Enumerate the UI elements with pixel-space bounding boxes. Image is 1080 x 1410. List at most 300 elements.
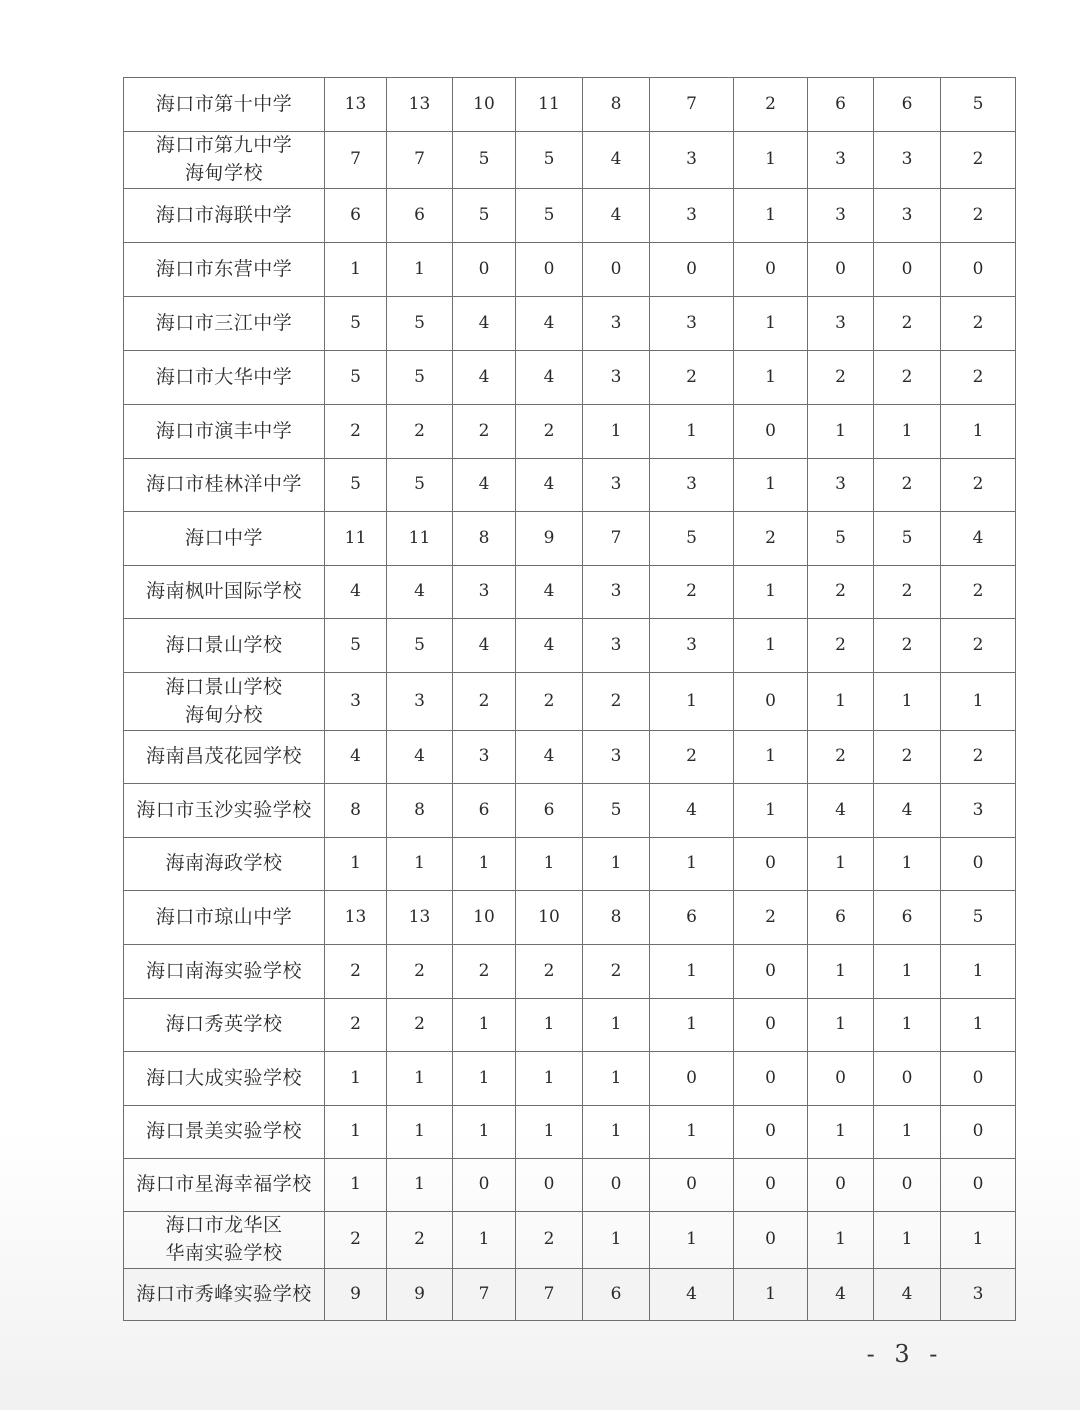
quota-value-cell: 0 (734, 405, 808, 459)
school-name-cell (124, 838, 325, 891)
school-quota-table (123, 77, 1016, 1321)
quota-value-cell: 5 (941, 891, 1016, 945)
quota-value-cell: 2 (941, 566, 1016, 619)
school-name-line: 海口景美实验学校 (145, 1120, 302, 1143)
quota-value-cell: 1 (325, 1106, 387, 1159)
quota-value-cell: 3 (387, 673, 453, 731)
quota-value-cell: 4 (387, 566, 453, 619)
quota-value-cell: 2 (941, 619, 1016, 673)
quota-value-cell: 4 (808, 1269, 874, 1321)
quota-value-cell: 1 (874, 838, 941, 891)
quota-value-cell: 8 (325, 784, 387, 838)
school-name-cell (124, 512, 325, 566)
table-row (124, 999, 1016, 1052)
quota-value-cell: 1 (516, 999, 583, 1052)
table-row (124, 673, 1016, 731)
quota-value-cell: 2 (325, 1212, 387, 1269)
school-name-line: 海口市第九中学 (155, 134, 293, 157)
table-row (124, 619, 1016, 673)
quota-value-cell: 5 (453, 189, 516, 243)
quota-value-cell: 5 (387, 619, 453, 673)
quota-value-cell: 2 (325, 945, 387, 999)
quota-value-cell: 2 (941, 459, 1016, 512)
quota-value-cell: 1 (516, 838, 583, 891)
school-name-cell (124, 619, 325, 673)
quota-value-cell: 10 (453, 891, 516, 945)
quota-value-cell: 2 (874, 351, 941, 405)
quota-value-cell: 2 (516, 405, 583, 459)
quota-value-cell: 4 (650, 784, 734, 838)
table-row (124, 243, 1016, 297)
quota-value-cell: 1 (325, 838, 387, 891)
quota-value-cell: 2 (941, 351, 1016, 405)
quota-value-cell: 3 (650, 459, 734, 512)
quota-value-cell: 11 (325, 512, 387, 566)
school-name-line: 华南实验学校 (165, 1242, 283, 1264)
quota-value-cell: 0 (734, 1052, 808, 1106)
quota-value-cell: 1 (516, 1052, 583, 1106)
quota-value-cell: 2 (387, 999, 453, 1052)
school-name-line: 海口市演丰中学 (155, 419, 293, 442)
quota-value-cell: 5 (387, 459, 453, 512)
quota-value-cell: 6 (516, 784, 583, 838)
school-name-line: 海口市大华中学 (155, 365, 293, 388)
quota-value-cell: 1 (583, 838, 650, 891)
school-name-line: 海口景山学校 (165, 633, 283, 656)
quota-value-cell: 4 (650, 1269, 734, 1321)
school-name-cell (124, 78, 325, 132)
quota-value-cell: 0 (583, 243, 650, 297)
quota-value-cell: 3 (808, 189, 874, 243)
quota-value-cell: 3 (650, 297, 734, 351)
quota-value-cell: 0 (734, 1159, 808, 1212)
quota-value-cell: 5 (387, 351, 453, 405)
page-number: - 3 - (866, 1340, 944, 1368)
quota-value-cell: 4 (516, 351, 583, 405)
quota-value-cell: 6 (808, 78, 874, 132)
quota-value-cell: 1 (808, 945, 874, 999)
school-name-cell (124, 1212, 325, 1269)
school-name-cell (124, 1106, 325, 1159)
quota-value-cell: 1 (874, 999, 941, 1052)
school-name-line: 海口市琼山中学 (155, 905, 293, 928)
quota-value-cell: 1 (325, 1052, 387, 1106)
quota-value-cell: 3 (583, 731, 650, 784)
quota-value-cell: 6 (387, 189, 453, 243)
quota-value-cell: 4 (325, 566, 387, 619)
quota-value-cell: 2 (453, 405, 516, 459)
quota-value-cell: 3 (583, 351, 650, 405)
quota-value-cell: 4 (516, 731, 583, 784)
quota-value-cell: 4 (516, 297, 583, 351)
quota-value-cell: 0 (808, 243, 874, 297)
quota-value-cell: 2 (583, 673, 650, 731)
quota-value-cell: 2 (650, 566, 734, 619)
table-row (124, 1159, 1016, 1212)
quota-value-cell: 1 (583, 1052, 650, 1106)
quota-value-cell: 2 (516, 673, 583, 731)
school-name-line: 海口秀英学校 (165, 1013, 283, 1036)
quota-value-cell: 1 (583, 999, 650, 1052)
quota-value-cell: 1 (941, 999, 1016, 1052)
quota-value-cell: 0 (516, 243, 583, 297)
quota-value-cell: 2 (808, 619, 874, 673)
quota-value-cell: 5 (650, 512, 734, 566)
quota-value-cell: 1 (734, 619, 808, 673)
school-name-cell (124, 132, 325, 189)
school-name-cell (124, 1269, 325, 1321)
quota-value-cell: 4 (941, 512, 1016, 566)
quota-value-cell: 13 (387, 891, 453, 945)
quota-value-cell: 6 (874, 891, 941, 945)
quota-value-cell: 11 (516, 78, 583, 132)
quota-value-cell: 1 (387, 243, 453, 297)
quota-value-cell: 0 (734, 673, 808, 731)
school-name-cell (124, 999, 325, 1052)
quota-value-cell: 3 (808, 297, 874, 351)
quota-value-cell: 3 (808, 459, 874, 512)
quota-value-cell: 1 (734, 731, 808, 784)
quota-value-cell: 0 (650, 1159, 734, 1212)
quota-value-cell: 13 (387, 78, 453, 132)
quota-value-cell: 7 (325, 132, 387, 189)
quota-value-cell: 2 (583, 945, 650, 999)
quota-value-cell: 1 (808, 405, 874, 459)
quota-value-cell: 1 (583, 405, 650, 459)
quota-value-cell: 2 (387, 945, 453, 999)
quota-value-cell: 9 (516, 512, 583, 566)
quota-value-cell: 3 (650, 619, 734, 673)
quota-value-cell: 2 (941, 132, 1016, 189)
quota-value-cell: 1 (874, 673, 941, 731)
quota-value-cell: 1 (453, 838, 516, 891)
quota-value-cell: 8 (387, 784, 453, 838)
quota-value-cell: 1 (650, 1106, 734, 1159)
quota-value-cell: 1 (734, 566, 808, 619)
school-name-cell (124, 784, 325, 838)
quota-value-cell: 0 (734, 945, 808, 999)
table-row (124, 132, 1016, 189)
quota-value-cell: 0 (734, 838, 808, 891)
school-name-cell (124, 1159, 325, 1212)
quota-value-cell: 5 (808, 512, 874, 566)
school-name-cell (124, 891, 325, 945)
quota-value-cell: 0 (941, 243, 1016, 297)
school-name-cell (124, 566, 325, 619)
school-name-line: 海口大成实验学校 (145, 1066, 302, 1089)
quota-value-cell: 0 (734, 999, 808, 1052)
school-name-line: 海口市桂林洋中学 (145, 473, 302, 496)
school-name-cell (124, 731, 325, 784)
quota-value-cell: 6 (650, 891, 734, 945)
quota-value-cell: 4 (516, 566, 583, 619)
school-name-cell (124, 405, 325, 459)
quota-value-cell: 1 (941, 405, 1016, 459)
table-row (124, 566, 1016, 619)
quota-value-cell: 1 (874, 945, 941, 999)
quota-value-cell: 3 (874, 189, 941, 243)
quota-value-cell: 3 (941, 784, 1016, 838)
quota-value-cell: 2 (874, 566, 941, 619)
quota-value-cell: 6 (325, 189, 387, 243)
quota-value-cell: 5 (325, 297, 387, 351)
quota-value-cell: 1 (874, 405, 941, 459)
quota-value-cell: 2 (808, 566, 874, 619)
table-row (124, 1269, 1016, 1321)
quota-value-cell: 4 (387, 731, 453, 784)
quota-value-cell: 0 (650, 1052, 734, 1106)
quota-value-cell: 1 (387, 1052, 453, 1106)
quota-value-cell: 10 (516, 891, 583, 945)
school-name-line: 海口市第十中学 (155, 92, 293, 115)
table-row (124, 78, 1016, 132)
quota-value-cell: 3 (583, 459, 650, 512)
quota-value-cell: 2 (874, 459, 941, 512)
quota-value-cell: 1 (941, 945, 1016, 999)
table-row (124, 351, 1016, 405)
quota-value-cell: 3 (650, 189, 734, 243)
quota-value-cell: 0 (808, 1052, 874, 1106)
table-row (124, 1106, 1016, 1159)
quota-value-cell: 5 (874, 512, 941, 566)
school-name-line: 海口市东营中学 (155, 257, 293, 280)
school-name-line: 海南昌茂花园学校 (145, 745, 302, 768)
table-row (124, 838, 1016, 891)
quota-value-cell: 1 (325, 1159, 387, 1212)
table-row (124, 297, 1016, 351)
quota-value-cell: 1 (941, 673, 1016, 731)
quota-value-cell: 6 (583, 1269, 650, 1321)
quota-value-cell: 1 (387, 1159, 453, 1212)
quota-value-cell: 2 (516, 1212, 583, 1269)
quota-value-cell: 2 (808, 351, 874, 405)
school-name-line: 海甸学校 (184, 162, 263, 184)
school-name-line: 海口南海实验学校 (145, 959, 302, 982)
quota-value-cell: 2 (734, 891, 808, 945)
quota-value-cell: 10 (453, 78, 516, 132)
school-name-cell (124, 1052, 325, 1106)
quota-value-cell: 1 (453, 999, 516, 1052)
quota-value-cell: 9 (325, 1269, 387, 1321)
school-name-cell (124, 189, 325, 243)
quota-value-cell: 0 (453, 1159, 516, 1212)
quota-value-cell: 2 (453, 945, 516, 999)
quota-value-cell: 0 (874, 1052, 941, 1106)
quota-value-cell: 1 (387, 1106, 453, 1159)
quota-value-cell: 2 (941, 189, 1016, 243)
quota-value-cell: 1 (808, 838, 874, 891)
table-row (124, 945, 1016, 999)
quota-value-cell: 0 (734, 243, 808, 297)
quota-value-cell: 4 (583, 189, 650, 243)
quota-value-cell: 3 (453, 731, 516, 784)
quota-value-cell: 9 (387, 1269, 453, 1321)
quota-value-cell: 5 (325, 619, 387, 673)
table-row (124, 189, 1016, 243)
quota-value-cell: 2 (453, 673, 516, 731)
quota-value-cell: 8 (583, 78, 650, 132)
school-name-cell (124, 459, 325, 512)
quota-value-cell: 6 (874, 78, 941, 132)
quota-value-cell: 0 (453, 243, 516, 297)
quota-value-cell: 1 (325, 243, 387, 297)
school-name-cell (124, 243, 325, 297)
quota-value-cell: 2 (325, 405, 387, 459)
quota-value-cell: 0 (808, 1159, 874, 1212)
school-name-cell (124, 297, 325, 351)
quota-value-cell: 1 (734, 459, 808, 512)
quota-value-cell: 6 (453, 784, 516, 838)
quota-value-cell: 5 (325, 459, 387, 512)
quota-value-cell: 1 (808, 1106, 874, 1159)
quota-value-cell: 3 (453, 566, 516, 619)
quota-value-cell: 4 (874, 784, 941, 838)
quota-value-cell: 3 (650, 132, 734, 189)
quota-value-cell: 7 (453, 1269, 516, 1321)
quota-value-cell: 0 (941, 1106, 1016, 1159)
quota-value-cell: 3 (808, 132, 874, 189)
quota-value-cell: 5 (453, 132, 516, 189)
quota-value-cell: 2 (941, 731, 1016, 784)
quota-value-cell: 1 (453, 1212, 516, 1269)
quota-value-cell: 1 (808, 673, 874, 731)
quota-value-cell: 6 (808, 891, 874, 945)
quota-value-cell: 1 (650, 1212, 734, 1269)
table-row (124, 1212, 1016, 1269)
quota-value-cell: 2 (941, 297, 1016, 351)
quota-value-cell: 1 (734, 132, 808, 189)
quota-value-cell: 4 (453, 351, 516, 405)
quota-value-cell: 4 (516, 619, 583, 673)
quota-value-cell: 2 (516, 945, 583, 999)
school-name-line: 海口市玉沙实验学校 (136, 798, 312, 821)
quota-value-cell: 5 (516, 189, 583, 243)
school-name-cell (124, 673, 325, 731)
quota-value-cell: 4 (453, 297, 516, 351)
quota-value-cell: 1 (874, 1106, 941, 1159)
quota-value-cell: 0 (874, 1159, 941, 1212)
quota-value-cell: 7 (387, 132, 453, 189)
quota-value-cell: 1 (650, 945, 734, 999)
quota-value-cell: 1 (734, 351, 808, 405)
quota-value-cell: 4 (516, 459, 583, 512)
quota-value-cell: 0 (650, 243, 734, 297)
quota-value-cell: 2 (650, 351, 734, 405)
school-name-line: 海口市秀峰实验学校 (136, 1282, 312, 1305)
school-name-line: 海口景山学校 (165, 675, 283, 698)
quota-value-cell: 3 (583, 566, 650, 619)
quota-value-cell: 1 (808, 1212, 874, 1269)
school-name-line: 海口市海联中学 (155, 203, 293, 226)
quota-value-cell: 1 (453, 1052, 516, 1106)
quota-value-cell: 3 (583, 619, 650, 673)
quota-value-cell: 2 (874, 297, 941, 351)
quota-value-cell: 5 (516, 132, 583, 189)
quota-value-cell: 4 (325, 731, 387, 784)
table-row (124, 891, 1016, 945)
quota-value-cell: 1 (941, 1212, 1016, 1269)
quota-value-cell: 0 (941, 1052, 1016, 1106)
school-name-cell (124, 945, 325, 999)
quota-value-cell: 1 (874, 1212, 941, 1269)
quota-value-cell: 1 (650, 673, 734, 731)
quota-value-cell: 3 (874, 132, 941, 189)
quota-value-cell: 8 (453, 512, 516, 566)
quota-value-cell: 4 (583, 132, 650, 189)
quota-value-cell: 1 (734, 297, 808, 351)
school-name-line: 海南枫叶国际学校 (145, 580, 302, 603)
school-name-line: 海口市三江中学 (155, 311, 293, 334)
quota-value-cell: 2 (387, 1212, 453, 1269)
school-name-line: 海口市星海幸福学校 (136, 1173, 312, 1196)
quota-value-cell: 1 (650, 405, 734, 459)
table-row (124, 405, 1016, 459)
table-row (124, 1052, 1016, 1106)
table-row (124, 459, 1016, 512)
quota-value-cell: 1 (650, 999, 734, 1052)
table-body (124, 78, 1016, 1321)
quota-value-cell: 1 (453, 1106, 516, 1159)
quota-value-cell: 4 (453, 459, 516, 512)
quota-value-cell: 7 (583, 512, 650, 566)
quota-value-cell: 7 (516, 1269, 583, 1321)
quota-value-cell: 1 (516, 1106, 583, 1159)
school-name-line: 海口中学 (184, 526, 263, 549)
quota-value-cell: 0 (516, 1159, 583, 1212)
quota-value-cell: 7 (650, 78, 734, 132)
school-name-line: 海甸分校 (184, 703, 263, 726)
quota-value-cell: 2 (734, 78, 808, 132)
school-name-cell (124, 351, 325, 405)
quota-value-cell: 2 (874, 619, 941, 673)
quota-value-cell: 5 (325, 351, 387, 405)
quota-value-cell: 0 (583, 1159, 650, 1212)
quota-value-cell: 4 (808, 784, 874, 838)
quota-value-cell: 0 (734, 1106, 808, 1159)
quota-value-cell: 2 (650, 731, 734, 784)
quota-value-cell: 0 (734, 1212, 808, 1269)
quota-value-cell: 1 (734, 189, 808, 243)
quota-value-cell: 2 (387, 405, 453, 459)
quota-value-cell: 0 (874, 243, 941, 297)
quota-value-cell: 8 (583, 891, 650, 945)
quota-value-cell: 2 (874, 731, 941, 784)
quota-value-cell: 13 (325, 891, 387, 945)
school-name-line: 海南海政学校 (165, 852, 283, 875)
quota-value-cell: 1 (583, 1106, 650, 1159)
quota-value-cell: 3 (325, 673, 387, 731)
quota-value-cell: 1 (650, 838, 734, 891)
quota-value-cell: 2 (325, 999, 387, 1052)
table-row (124, 784, 1016, 838)
quota-value-cell: 4 (874, 1269, 941, 1321)
quota-value-cell: 2 (734, 512, 808, 566)
table-row (124, 512, 1016, 566)
quota-value-cell: 2 (808, 731, 874, 784)
quota-value-cell: 11 (387, 512, 453, 566)
quota-value-cell: 4 (453, 619, 516, 673)
school-name-line: 海口市龙华区 (165, 1214, 283, 1237)
table-row (124, 731, 1016, 784)
quota-value-cell: 1 (808, 999, 874, 1052)
quota-value-cell: 0 (941, 1159, 1016, 1212)
quota-value-cell: 3 (583, 297, 650, 351)
quota-value-cell: 0 (941, 838, 1016, 891)
quota-value-cell: 3 (941, 1269, 1016, 1321)
quota-value-cell: 13 (325, 78, 387, 132)
quota-value-cell: 5 (941, 78, 1016, 132)
quota-value-cell: 5 (583, 784, 650, 838)
